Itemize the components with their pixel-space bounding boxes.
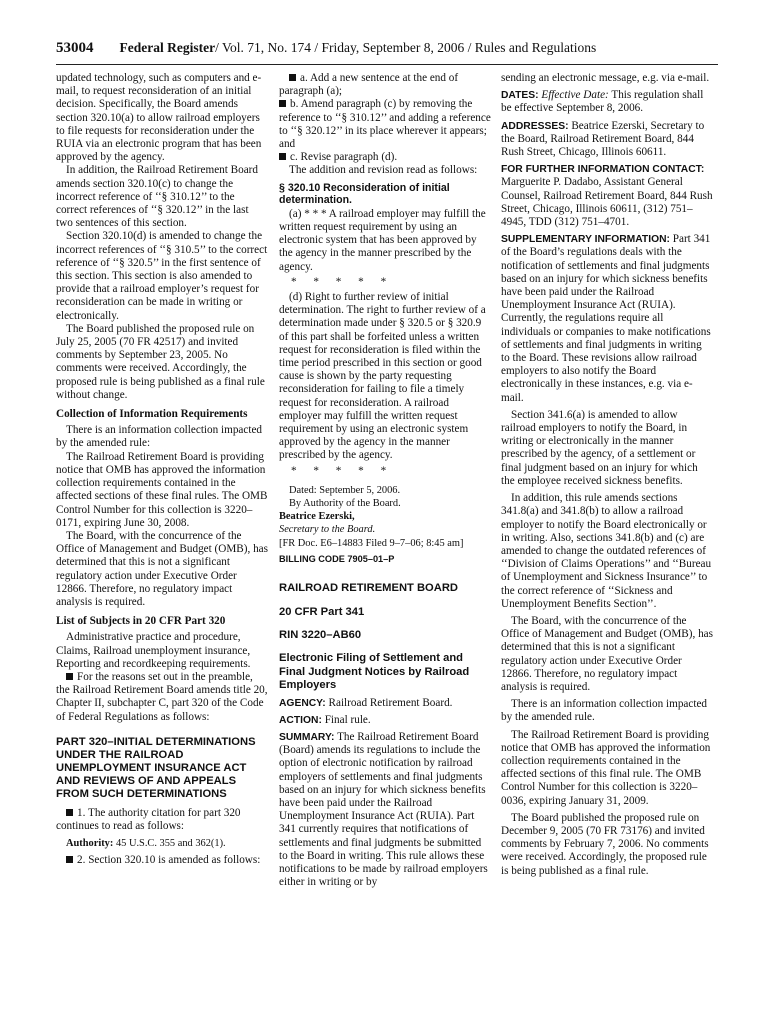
dates-line: DATES: Effective Date: This regulation shall be effective September 8, 2006. <box>501 89 704 115</box>
paragraph: The Board published the proposed rule on July 25, 2005 (70 FR 42517) and invited comments by September 23, 2005. No comments were received. Accordingly, the proposed rule is being published as a final rule without change. <box>56 322 265 401</box>
issue-line: / Vol. 71, No. 174 / Friday, September 8, 2006 / Rules and Regulations <box>215 40 597 55</box>
signer-title: Secretary to the Board. <box>279 524 376 536</box>
amendment-item: a. Add a new sentence at the end of paragraph (a); <box>279 72 459 98</box>
paragraph: In addition, the Railroad Retirement Board amends section 320.10(c) to change the incorrect reference of ‘‘§ 310.12’’ to the correct references of ‘‘§ 320.12’’ in the last two sentences of this section. <box>56 164 259 230</box>
supplementary-paragraph: SUPPLEMENTARY INFORMATION: Part 341 of the Board’s regulations deals with the notification of settlements and final judgments based on an injury for which sickness benefits have been paid under the Railroad Unemployment Insurance Act (RUIA). Currently, the regulations require all individuals or companies to make notifications of settlements and final judgments in writing to the Board. These revisions allow railroad employers to also notify the Board electronically in these instances, e.g. via e-mail. <box>501 233 711 404</box>
dates-label: DATES: <box>501 90 539 102</box>
page-header <box>56 40 718 56</box>
agency-line: AGENCY: Railroad Retirement Board. <box>279 696 453 709</box>
paragraph: (d) Right to further review of initial determination. The right to further review of a determination made under § 320.5 or § 320.9 of this part shall be forfeited unless a written request for reconsideration is filed within the time period prescribed in this section or good cause is shown by the party requesting reconsideration for failing to file a timely request for reconsideration. A railroad employer may fulfill the written request requirement by using an electronic system approved by the agency in the manner prescribed by the agency. <box>279 291 486 462</box>
paragraph: The Board, with the concurrence of the Office of Management and Budget (OMB), has determined that this is not a significant regulatory action under Executive Order 12866. Therefore, no regulatory impact analysis is required. <box>56 529 268 608</box>
authority-label: Authority: <box>66 838 114 850</box>
section-heading-collection: Collection of Information Requirements <box>56 408 248 421</box>
agency-label: AGENCY: <box>279 697 326 709</box>
part-heading: PART 320–INITIAL DETERMINATIONS UNDER THE RAILROAD UNEMPLOYMENT INSURANCE ACT AND REVIEWS OF AND APPEALS FROM SUCH DETERMINATIONS <box>56 735 256 800</box>
agency-heading: RAILROAD RETIREMENT BOARD <box>279 582 458 595</box>
fr-doc-line: [FR Doc. E6–14883 Filed 9–7–06; 8:45 am] <box>279 537 464 549</box>
bullet-square-icon <box>66 856 73 863</box>
rule-title: Electronic Filing of Settlement and Final Judgment Notices by Railroad Employers <box>279 652 470 692</box>
contact-line: FOR FURTHER INFORMATION CONTACT: Marguerite P. Dadabo, Assistant General Counsel, Railroad Retirement Board, 844 Rush Street, Chicago, Illinois 60611, (312) 751–4945, TDD (312) 751–4701. <box>501 164 713 229</box>
amendment-item: b. Amend paragraph (c) by removing the reference to ‘‘§ 310.12’’ and adding a reference to ‘‘§ 320.12’’ in its place wherever it appears; and <box>279 98 491 151</box>
bullet-square-icon <box>279 100 286 107</box>
bullet-square-icon <box>66 809 73 816</box>
paragraph: The Railroad Retirement Board is providing notice that OMB has approved the information collection requirements contained in the affected sections of these final rules. The OMB Control Number for this collection is 3220–0171, expiring June 30, 2008. <box>56 450 268 529</box>
action-line: ACTION: Final rule. <box>279 713 371 726</box>
action-label: ACTION: <box>279 714 322 726</box>
bullet-square-icon <box>279 153 286 160</box>
bullet-square-icon <box>66 673 73 680</box>
amendment-item: 1. The authority citation for part 320 continues to read as follows: <box>56 806 241 832</box>
paragraph: The addition and revision read as follows: <box>289 164 478 177</box>
paragraph: Section 320.10(d) is amended to change the incorrect references of ‘‘§ 310.5’’ to the correct reference of ‘‘§ 320.5’’ in the first sentence of this section. This section is also amended to provide that a railroad employer’s request for reconsideration can be made in writing or electronically. <box>56 230 268 322</box>
supplementary-label: SUPPLEMENTARY INFORMATION: <box>501 234 670 246</box>
paragraph: The Board, with the concurrence of the Office of Management and Budget (OMB), has determined that this is not a significant regulatory action under Executive Order 12866. Therefore, no regulatory impact analysis is required. <box>501 614 713 693</box>
summary-label: SUMMARY: <box>279 731 335 743</box>
paragraph: The Board published the proposed rule on December 9, 2005 (70 FR 73176) and invited comments by February 7, 2006. No comments were received. Accordingly, the proposed rule is being published as a final rule. <box>501 811 709 877</box>
omission-stars: * * * * * <box>291 464 387 477</box>
section-heading-320-10: § 320.10 Reconsideration of initial determination. <box>279 181 450 207</box>
dated-line: Dated: September 5, 2006. <box>289 484 401 496</box>
paragraph: There is an information collection impacted by the amended rule. <box>501 698 708 724</box>
paragraph: Section 341.6(a) is amended to allow railroad employers to notify the Board, in writing or electronically in the manner prescribed by the agency, of a settlement or final judgment based on an injury for which the employee received sickness benefits. <box>501 408 698 487</box>
cfr-part: 20 CFR Part 341 <box>279 605 365 618</box>
paragraph: (a) * * * A railroad employer may fulfill the written request requirement by using an electronic system that has been approved by the agency in the manner prescribed by the agency. <box>279 207 486 273</box>
contact-label: FOR FURTHER INFORMATION CONTACT: <box>501 164 705 176</box>
amendment-item: For the reasons set out in the preamble, the Railroad Retirement Board amends title 20, Chapter II, subchapter C, part 320 of the Code of Federal Regulations as follows: <box>56 670 268 723</box>
paragraph: updated technology, such as computers and e-mail, to request reconsideration of an initial decision. Specifically, the Board amends section 320.10(a) to allow railroad employers to file requests for reconsideration under the RUIA via an electronic program that has been approved by the agency. <box>56 72 262 164</box>
paragraph: There is an information collection impacted by the amended rule: <box>56 424 263 450</box>
publication-name: Federal Register <box>119 40 216 55</box>
addresses-line: ADDRESSES: Beatrice Ezerski, Secretary to the Board, Railroad Retirement Board, 844 Rush Street, Chicago, Illinois 60611. <box>501 119 705 159</box>
rin-number: RIN 3220–AB60 <box>279 628 362 641</box>
summary-paragraph: SUMMARY: The Railroad Retirement Board (Board) amends its regulations to include the option of electronic notification by railroad employers of settlements and final judgments based on an injury for which sickness benefits have been paid under the Railroad Unemployment Insurance Act (RUIA). Part 341 currently requires that notifications of settlements and final judgments be submitted to the Board in writing. This rule allows these notifications to be made by railroad employers either in writing or by <box>279 730 488 889</box>
paragraph: Administrative practice and procedure, Claims, Railroad unemployment insurance, Reporting and recordkeeping requirements. <box>56 631 251 670</box>
column-1 <box>56 72 268 1022</box>
paragraph: The Railroad Retirement Board is providing notice that OMB has approved the information collection requirements contained in the affected sections of this final rule. The OMB Control Number for this collection is 3220–0036, expiring January 31, 2009. <box>501 728 711 807</box>
column-3 <box>501 72 713 1022</box>
header-rule <box>56 64 718 65</box>
authority-line: By Authority of the Board. <box>289 498 401 510</box>
paragraph: In addition, this rule amends sections 341.8(a) and 341.8(b) to allow a railroad employer to notify the Board electronically or in writing. Also, sections 341.8(b) and (c) are amended to change the outdated references of ‘‘Division of Claims Operations’’ and ‘‘Bureau of Unemployment and Sickness Insurance’’ to the correct reference of ‘‘Sickness and Unemployment Benefits Section’’. <box>501 492 712 610</box>
authority-citation: Authority: 45 U.S.C. 355 and 362(1). <box>66 838 226 850</box>
section-heading-subjects: List of Subjects in 20 CFR Part 320 <box>56 615 226 628</box>
amendment-item: 2. Section 320.10 is amended as follows: <box>56 854 268 867</box>
omission-stars: * * * * * <box>291 275 387 288</box>
signer-name: Beatrice Ezerski, <box>279 511 355 523</box>
amendment-item: c. Revise paragraph (d). <box>279 151 491 164</box>
page-number: 53004 <box>56 40 94 56</box>
addresses-label: ADDRESSES: <box>501 120 569 132</box>
paragraph: sending an electronic message, e.g. via e-mail. <box>501 72 710 84</box>
column-2 <box>279 72 491 1022</box>
bullet-square-icon <box>289 74 296 81</box>
billing-code: BILLING CODE 7905–01–P <box>279 553 395 564</box>
